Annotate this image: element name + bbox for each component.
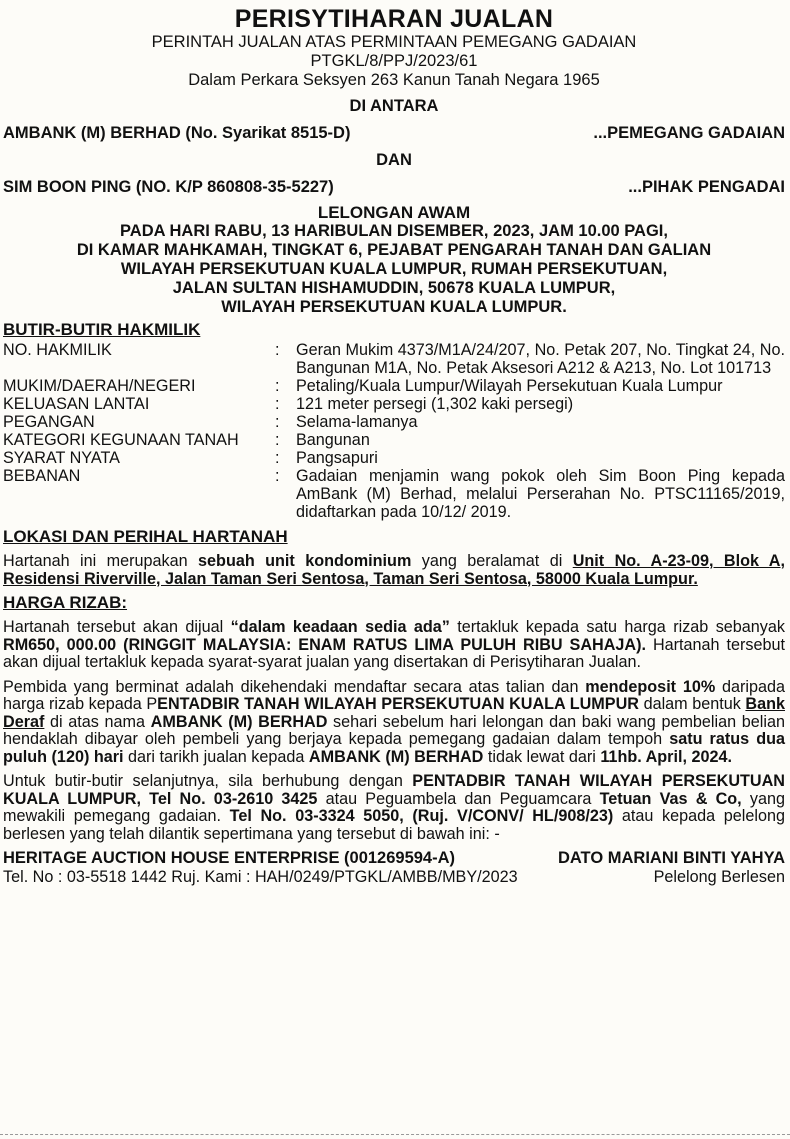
contact-paragraph (3, 773, 785, 843)
chargor-name: SIM BOON PING (NO. K/P 860808-35-5227) (3, 178, 334, 196)
title-detail-value: Petaling/Kuala Lumpur/Wilayah Persekutuan Kuala Lumpur (296, 377, 723, 395)
land-office-contact: PENTADBIR TANAH WILAYAH PERSEKUTUAN KUALA LUMPUR, Tel No. 03-2610 3425 (3, 772, 785, 808)
location-text: Hartanah ini merupakan (3, 552, 199, 570)
location-paragraph (3, 553, 785, 588)
title-detail-row (3, 467, 785, 521)
chargee-row (3, 124, 785, 143)
deposit-text: tidak lewat dari (483, 747, 601, 766)
legal-matter: Dalam Perkara Seksyen 263 Kanun Tanah Negara 1965 (188, 71, 600, 89)
deposit-text: dalam bentuk (638, 695, 746, 713)
title-detail-label: PEGANGAN (3, 413, 95, 431)
chargee-name: AMBANK (M) BERHAD (No. Syarikat 8515-D) (3, 124, 351, 142)
deposit-text: sehari sebelum hari lelongan dan baki wang pembelian belian hendaklah dibayar oleh pembeli yang berjaya kepada pemegang gadaian dalam tempoh (3, 712, 785, 748)
payee-bank: AMBANK (M) BERHAD (308, 747, 484, 766)
auction-line-1: PADA HARI RABU, 13 HARIBULAN DISEMBER, 2023, JAM 10.00 PAGI, (120, 222, 668, 240)
title-detail-label: BEBANAN (3, 467, 81, 485)
contact-text: atau kepada pelelong berlesen yang telah dilantik sepertimana yang tersebut di bawah ini: - (3, 807, 785, 843)
auctioneer-row (3, 849, 785, 868)
title-detail-value: Pangsapuri (296, 449, 378, 467)
title-detail-label: SYARAT NYATA (3, 449, 120, 467)
document-title: PERISYTIHARAN JUALAN (234, 5, 554, 33)
solicitor-contact: Tel No. 03-3324 5050, (Ruj. V/CONV/ HL/908/23) (229, 807, 614, 825)
auctioneer-role: Pelelong Berlesen (653, 868, 785, 886)
auction-title: LELONGAN AWAM (317, 203, 471, 222)
title-detail-row (3, 377, 785, 395)
title-detail-label: MUKIM/DAERAH/NEGERI (3, 377, 196, 395)
auction-line-3: WILAYAH PERSEKUTUAN KUALA LUMPUR, RUMAH PERSEKUTUAN, (120, 260, 668, 278)
title-detail-value: Bangunan (296, 431, 370, 449)
title-detail-row (3, 395, 785, 413)
colon-separator: : (275, 413, 280, 431)
colon-separator: : (275, 431, 280, 449)
reserve-paragraph (3, 619, 785, 672)
colon-separator: : (275, 467, 280, 485)
payment-period: satu ratus dua puluh (120) hari (3, 730, 785, 766)
solicitor-name: Tetuan Vas & Co, (599, 789, 742, 808)
deposit-text: Pembida yang berminat adalah dikehendaki mendaftar secara atas talian dan (3, 677, 586, 696)
title-detail-label: KATEGORI KEGUNAAN TANAH (3, 431, 239, 449)
reserve-text: Hartanah tersebut akan dijual (3, 618, 231, 636)
colon-separator: : (275, 395, 280, 413)
title-detail-row (3, 431, 785, 449)
title-detail-value: 121 meter persegi (1,302 kaki persegi) (296, 395, 574, 413)
title-detail-row (3, 449, 785, 467)
land-administrator: ENTADBIR TANAH WILAYAH PERSEKUTUAN KUALA LUMPUR (157, 695, 639, 713)
reserve-text: Hartanah tersebut akan dijual tertakluk kepada syarat-syarat jualan yang disertakan di Perisytiharan Jualan. (3, 635, 786, 671)
chargee-role: ...PEMEGANG GADAIAN (593, 124, 785, 142)
bottom-divider (0, 1134, 790, 1135)
reserve-amount: RM650, 000.00 (RINGGIT MALAYSIA: ENAM RATUS LIMA PULUH RIBU SAHAJA). (3, 635, 647, 654)
title-details-heading: BUTIR-BUTIR HAKMILIK (3, 320, 201, 339)
reference-number: PTGKL/8/PPJ/2023/61 (310, 52, 478, 70)
payment-deadline: 11hb. April, 2024. (600, 747, 732, 766)
title-details-table (3, 341, 785, 521)
deposit-text: daripada harga rizab kepada P (3, 677, 785, 713)
auctioneer-contact-row (3, 868, 785, 887)
as-is-condition: “dalam keadaan sedia ada” (230, 618, 450, 636)
chargor-row (3, 178, 785, 197)
payee-bank: AMBANK (M) BERHAD (150, 712, 328, 731)
title-detail-label: KELUASAN LANTAI (3, 395, 150, 413)
colon-separator: : (275, 341, 280, 359)
auction-line-4: JALAN SULTAN HISHAMUDDIN, 50678 KUALA LUMPUR, (172, 279, 616, 297)
title-detail-value: Selama-lamanya (296, 413, 418, 431)
colon-separator: : (275, 449, 280, 467)
title-detail-value: Geran Mukim 4373/M1A/24/207, No. Petak 207, No. Tingkat 24, No. Bangunan M1A, No. Petak Aksesori A212 & A213, No. Lot 101713 (296, 341, 785, 377)
document-subtitle: PERINTAH JUALAN ATAS PERMINTAAN PEMEGANG GADAIAN (151, 33, 637, 51)
property-address: Unit No. A-23-09, Blok A, Residensi Riverville, Jalan Taman Seri Sentosa, Taman Seri Sentosa, 58000 Kuala Lumpur. (3, 552, 785, 588)
auctioneer-name: DATO MARIANI BINTI YAHYA (557, 849, 785, 867)
auctioneer-tel-ref: Tel. No : 03-5518 1442 Ruj. Kami : HAH/0249/PTGKL/AMBB/MBY/2023 (3, 868, 518, 886)
auction-house-name: HERITAGE AUCTION HOUSE ENTERPRISE (001269594-A) (3, 849, 456, 867)
auction-line-5: WILAYAH PERSEKUTUAN KUALA LUMPUR. (221, 298, 567, 316)
contact-text: yang mewakili pemegang gadaian. (3, 789, 785, 825)
and-label: DAN (376, 151, 412, 169)
sale-proclamation (3, 5, 785, 887)
contact-text: atau Peguambela dan Peguamcara (317, 789, 600, 808)
title-detail-label: NO. HAKMILIK (3, 341, 112, 359)
title-detail-row (3, 413, 785, 431)
title-detail-row (3, 341, 785, 377)
colon-separator: : (275, 377, 280, 395)
deposit-text: di atas nama (44, 712, 151, 731)
location-heading: LOKASI DAN PERIHAL HARTANAH (3, 527, 288, 546)
deposit-text: dari tarikh jualan kepada (123, 747, 309, 766)
between-label: DI ANTARA (349, 97, 439, 115)
reserve-text: tertakluk kepada satu harga rizab sebanyak (449, 618, 785, 636)
deposit-paragraph (3, 679, 785, 767)
title-detail-value: Gadaian menjamin wang pokok oleh Sim Boon Ping kepada AmBank (M) Berhad, melalui Perserahan No. PTSC11165/2019, didaftarkan pada 10/12/ 2019. (296, 467, 785, 521)
bank-draft: Bank Deraf (3, 695, 786, 731)
reserve-price-heading: HARGA RIZAB: (3, 593, 128, 612)
location-text: yang beralamat di (411, 552, 573, 570)
location-unit-type: sebuah unit kondominium (198, 552, 412, 570)
contact-text: Untuk butir-butir selanjutnya, sila berhubung dengan (3, 772, 413, 790)
deposit-percent: mendeposit 10% (585, 677, 716, 696)
chargor-role: ...PIHAK PENGADAI (628, 178, 785, 196)
auction-line-2: DI KAMAR MAHKAMAH, TINGKAT 6, PEJABAT PENGARAH TANAH DAN GALIAN (76, 241, 712, 259)
